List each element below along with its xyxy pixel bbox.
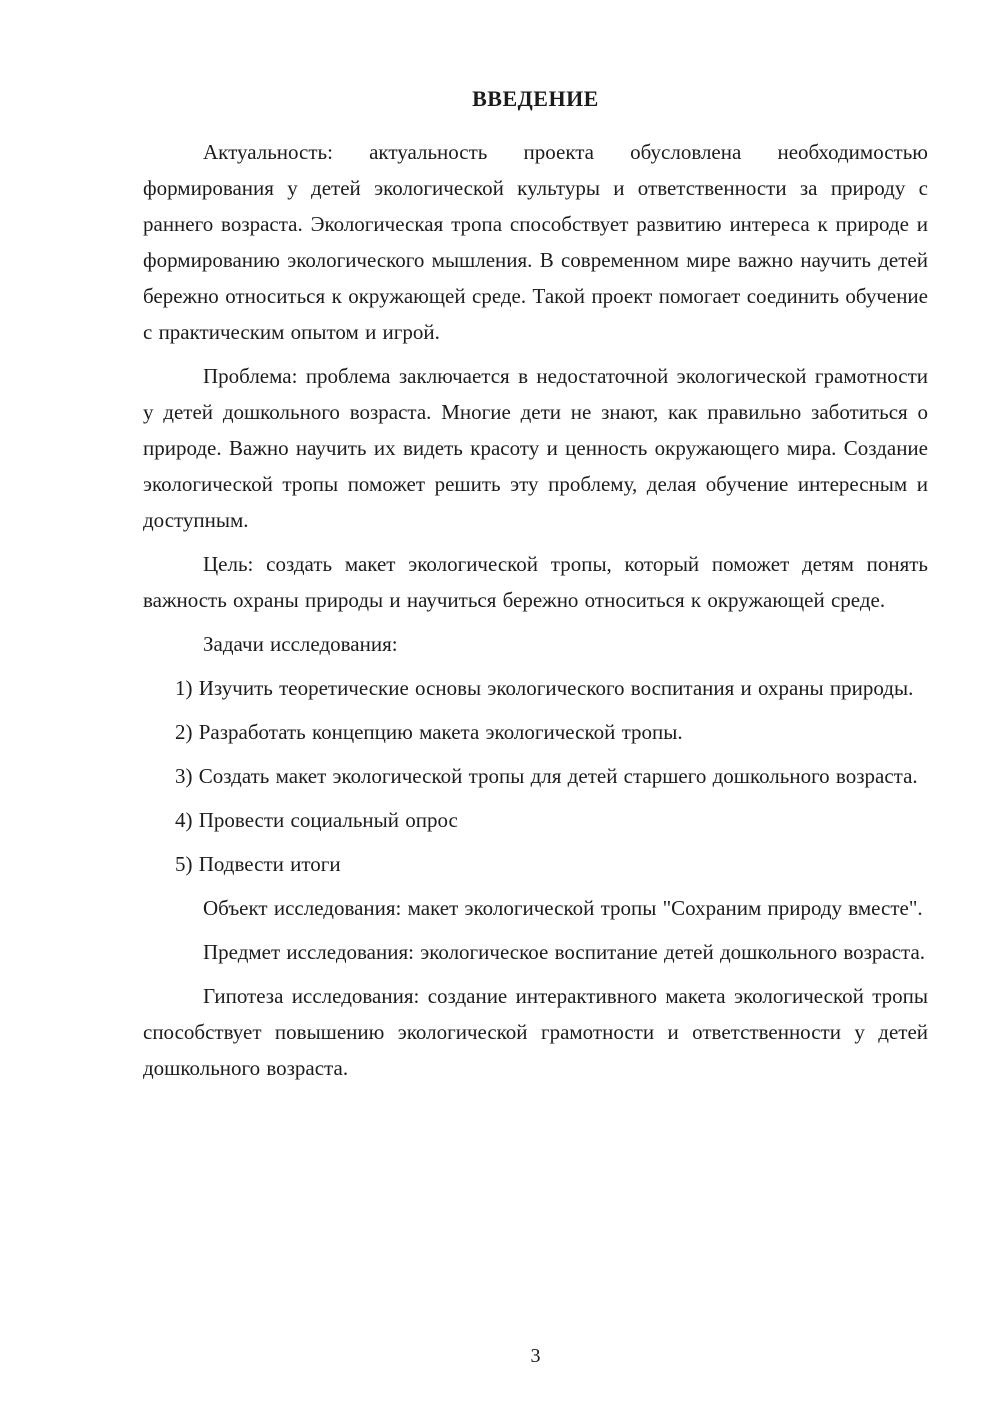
paragraph-subject: Предмет исследования: экологическое воспитание детей дошкольного возраста. (203, 940, 926, 964)
task-item-4: 4) Провести социальный опрос (175, 808, 458, 832)
paragraph-goal: Цель: создать макет экологической тропы, который поможет детям понять важность охраны природы и научиться бережно относиться к окружающей среде. (143, 552, 928, 612)
page-number: 3 (530, 1345, 541, 1367)
task-item-5: 5) Подвести итоги (175, 852, 341, 876)
paragraph-hypothesis: Гипотеза исследования: создание интерактивного макета экологической тропы способствует повышению экологической грамотности и ответственности у детей дошкольного возраста. (143, 984, 928, 1080)
task-item-1: 1) Изучить теоретические основы экологического воспитания и охраны природы. (175, 676, 914, 700)
paragraph-object: Объект исследования: макет экологической тропы "Сохраним природу вместе". (203, 896, 923, 920)
task-item-2: 2) Разработать концепцию макета экологической тропы. (175, 720, 683, 744)
page-title: ВВЕДЕНИЕ (472, 86, 599, 111)
tasks-heading: Задачи исследования: (203, 632, 398, 656)
task-item-3: 3) Создать макет экологической тропы для детей старшего дошкольного возраста. (175, 764, 918, 788)
paragraph-relevance: Актуальность: актуальность проекта обусловлена необходимостью формирования у детей экологической культуры и ответственности за природу с раннего возраста. Экологическая тропа способствует развитию интереса к природе и формированию экологического мышления. В современном мире важно научить детей бережно относиться к окружающей среде. Такой проект помогает соединить обучение с практическим опытом и игрой. (143, 140, 928, 344)
paragraph-problem: Проблема: проблема заключается в недостаточной экологической грамотности у детей дошкольного возраста. Многие дети не знают, как правильно заботиться о природе. Важно научить их видеть красоту и ценность окружающего мира. Создание экологической тропы поможет решить эту проблему, делая обучение интересным и доступным. (143, 364, 928, 532)
